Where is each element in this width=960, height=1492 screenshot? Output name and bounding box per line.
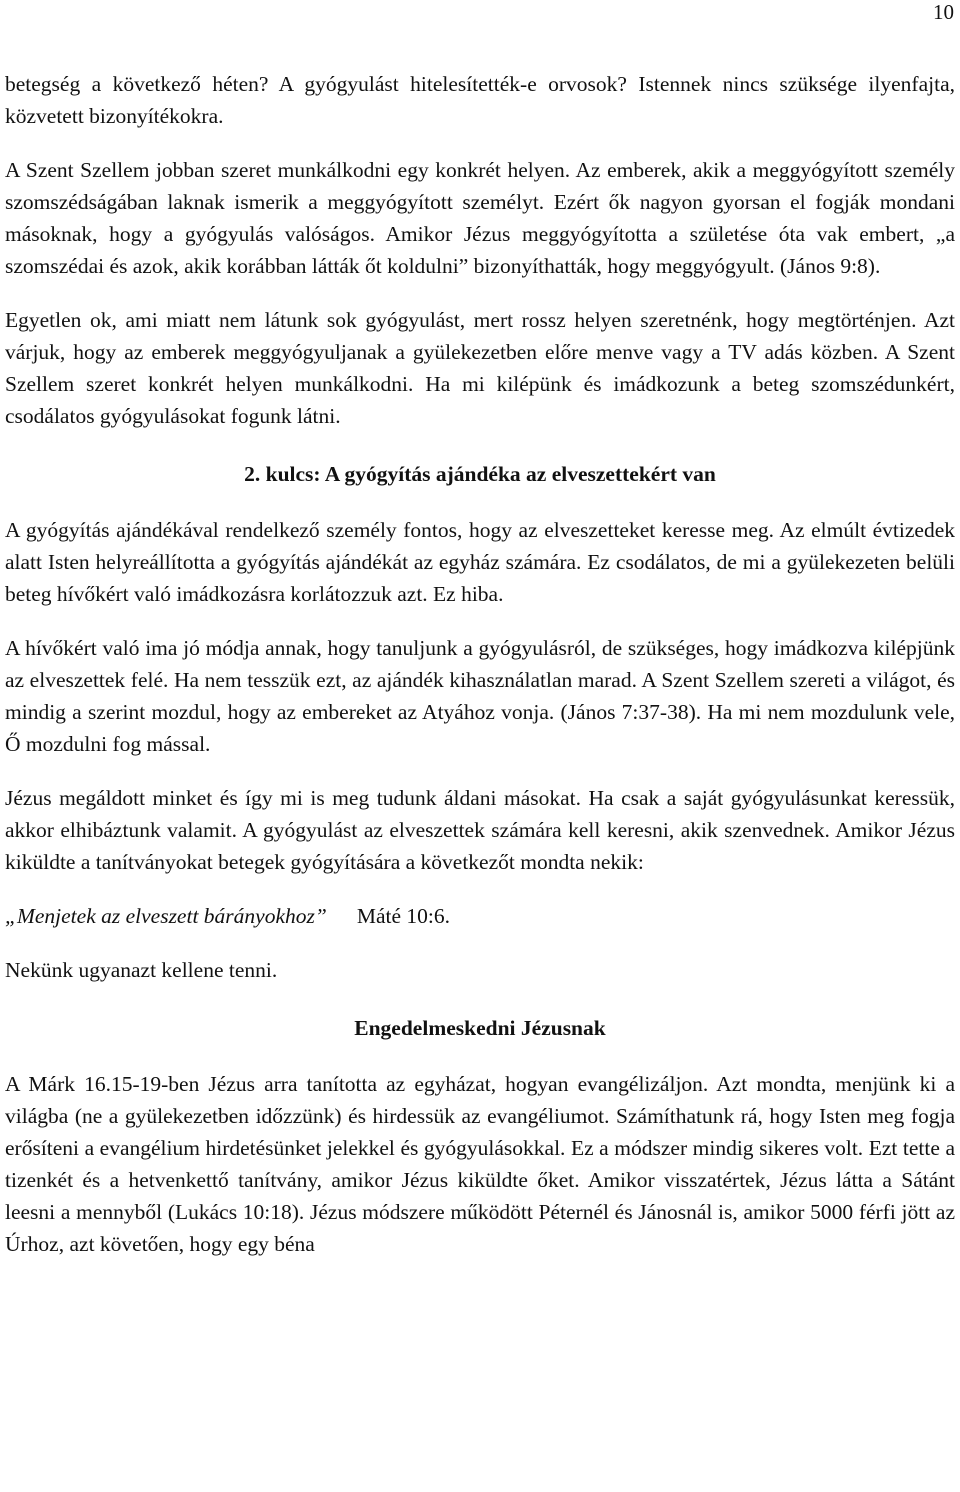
document-body <box>5 68 955 1282</box>
paragraph-3: Egyetlen ok, ami miatt nem látunk sok gyógyulást, mert rossz helyen szeretnénk, hogy megtörténjen. Azt várjuk, hogy az emberek meggyógyuljanak a gyülekezetben előre menve vagy a TV adás közben. A Szent Szellem szeret konkrét helyen munkálkodni. Ha mi kilépünk és imádkozunk a beteg szomszédunkért, csodálatos gyógyulásokat fogunk látni. <box>5 308 955 428</box>
scripture-quote <box>5 900 955 932</box>
paragraph-8: A Márk 16.15-19-ben Jézus arra tanította az egyházat, hogyan evangélizáljon. Azt mondta, menjünk ki a világba (ne a gyülekezetben időzzünk) és hirdessük az evangéliumot. Számíthatunk rá, hogy Isten meg fogja erősíteni a evangélium hirdetésünket jelekkel és gyógyulásokkal. Ez a módszer mindig sikeres volt. Ezt tette a tizenkét és a hetvenkettő tanítvány, amikor Jézus kiküldte őket. Amikor visszatértek, Jézus látta a Sátánt leesni a mennyből (Lukács 10:18). Jézus módszere működött Péternél és Jánosnál is, amikor 5000 férfi jött az Úrhoz, azt követően, hogy egy béna <box>5 1072 955 1256</box>
section-heading-key-2: 2. kulcs: A gyógyítás ajándéka az elveszettekért van <box>244 462 716 486</box>
quote-text: „Menjetek az elveszett bárányokhoz” <box>5 904 327 928</box>
paragraph-4: A gyógyítás ajándékával rendelkező személy fontos, hogy az elveszetteket keresse meg. Az elmúlt évtizedek alatt Isten helyreállította a gyógyítás ajándékát az egyház számára. Ez csodálatos, de mi a gyülekezeten belüli beteg hívőkért való imádkozásra korlátozzuk azt. Ez hiba. <box>5 518 955 606</box>
paragraph-1: betegség a következő héten? A gyógyulást hitelesítették-e orvosok? Istennek nincs szüksége ilyenfajta, közvetett bizonyítékokra. <box>5 72 955 128</box>
paragraph-2: A Szent Szellem jobban szeret munkálkodni egy konkrét helyen. Az emberek, akik a meggyógyított személy szomszédságában laknak ismerik a meggyógyított személyt. Ezért ők nagyon gyorsan el fogják mondani másoknak, hogy a gyógyulás valóságos. Amikor Jézus meggyógyította a születése óta vak embert, „a szomszédai és azok, akik korábban látták őt koldulni” bizonyíthatták, hogy meggyógyult. (János 9:8). <box>5 158 955 278</box>
quote-reference: Máté 10:6. <box>356 904 450 928</box>
paragraph-5: A hívőkért való ima jó módja annak, hogy tanuljunk a gyógyulásról, de szükséges, hogy imádkozva kilépjünk az elveszettek felé. Ha nem tesszük ezt, az ajándék kihasználatlan marad. A Szent Szellem szereti a világot, és mindig a szerint mozdul, hogy az embereket az Atyához vonja. (János 7:37-38). Ha mi nem mozdulunk vele, Ő mozdulni fog mással. <box>5 636 955 756</box>
paragraph-6: Jézus megáldott minket és így mi is meg tudunk áldani másokat. Ha csak a saját gyógyulásunkat keressük, akkor elhibáztunk valamit. A gyógyulást az elveszettek számára kell keresni, akik szenvednek. Amikor Jézus kiküldte a tanítványokat betegek gyógyítására a következőt mondta nekik: <box>5 786 955 874</box>
section-heading-obey-jesus: Engedelmeskedni Jézusnak <box>354 1016 606 1040</box>
paragraph-7: Nekünk ugyanazt kellene tenni. <box>5 958 278 982</box>
page-number: 10 <box>933 0 954 24</box>
